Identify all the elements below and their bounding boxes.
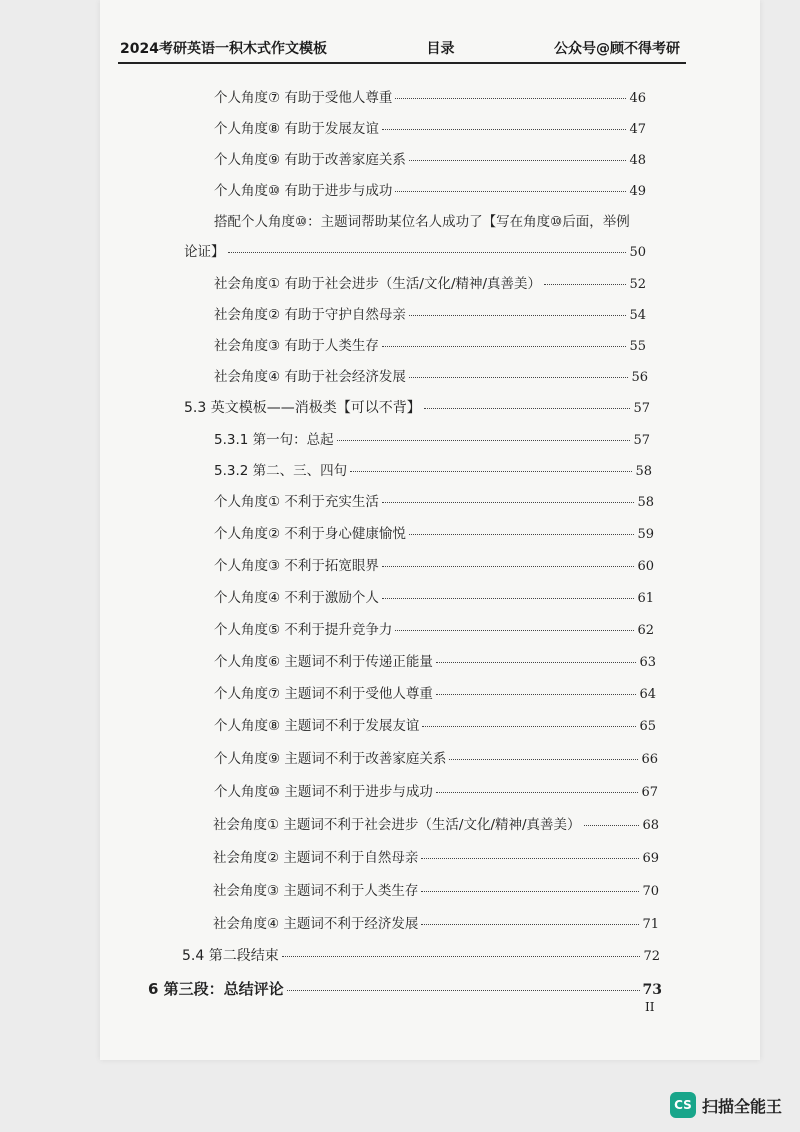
- toc-leader-dots: [449, 759, 638, 760]
- toc-entry-page: 62: [637, 623, 654, 638]
- toc-entry[interactable]: [214, 117, 646, 137]
- toc-entry-label: 个人角度① 不利于充实生活: [214, 494, 379, 510]
- toc-entry-label: 社会角度① 主题词不利于社会进步（生活/文化/精神/真善美）: [213, 817, 581, 833]
- toc-chapter-entry[interactable]: [148, 978, 662, 999]
- toc-entry[interactable]: [214, 179, 646, 199]
- toc-leader-dots: [395, 98, 626, 99]
- page-header: [120, 34, 680, 58]
- toc-entry[interactable]: [214, 682, 656, 702]
- toc-section-entry[interactable]: [184, 397, 650, 417]
- page-number: II: [645, 1000, 655, 1014]
- toc-entry[interactable]: [214, 780, 658, 800]
- toc-leader-dots: [421, 891, 639, 892]
- toc-leader-dots: [422, 726, 636, 727]
- toc-leader-dots: [409, 377, 629, 378]
- toc-entry[interactable]: [214, 459, 652, 479]
- toc-entry-label: 社会角度① 有助于社会进步（生活/文化/精神/真善美）: [214, 276, 542, 292]
- toc-entry[interactable]: [214, 303, 646, 323]
- toc-section-entry[interactable]: [182, 945, 660, 965]
- toc-entry[interactable]: [214, 714, 656, 734]
- toc-entry-page: 59: [637, 527, 654, 542]
- toc-entry-label: 个人角度⑨ 主题词不利于改善家庭关系: [214, 751, 447, 767]
- toc-entry[interactable]: [184, 240, 646, 260]
- toc-entry-page: 63: [639, 655, 656, 670]
- toc-entry-page: 58: [635, 464, 652, 479]
- toc-entry-page: 67: [641, 785, 658, 800]
- header-rule: [118, 62, 686, 64]
- toc-entry[interactable]: [214, 148, 646, 168]
- toc-entry-page: 46: [629, 91, 646, 106]
- toc-leader-dots: [409, 160, 627, 161]
- toc-entry[interactable]: [214, 272, 646, 292]
- toc-leader-dots: [421, 924, 639, 925]
- toc-entry-label: 社会角度② 有助于守护自然母亲: [214, 307, 406, 323]
- toc-entry[interactable]: [214, 586, 654, 606]
- toc-entry-label: 个人角度⑤ 不利于提升竞争力: [214, 622, 393, 638]
- toc-entry-label: 5.4 第二段结束: [182, 948, 279, 964]
- toc-entry-label: 社会角度③ 主题词不利于人类生存: [213, 883, 419, 899]
- toc-entry-label-line1[interactable]: 搭配个人角度⑩：主题词帮助某位名人成功了【写在角度⑩后面，举例: [214, 214, 630, 230]
- toc-leader-dots: [409, 534, 635, 535]
- toc-entry-page: 69: [642, 851, 659, 866]
- toc-entry[interactable]: [213, 912, 659, 932]
- scanner-watermark: [670, 1092, 782, 1118]
- toc-entry-page: 55: [629, 339, 646, 354]
- toc-entry-label: 个人角度⑩ 有助于进步与成功: [214, 183, 393, 199]
- toc-entry[interactable]: [213, 813, 659, 833]
- toc-leader-dots: [409, 315, 627, 316]
- toc-entry[interactable]: [214, 334, 646, 354]
- toc-entry-page: 66: [641, 752, 658, 767]
- toc-leader-dots: [382, 346, 627, 347]
- toc-entry-label: 个人角度⑦ 主题词不利于受他人尊重: [214, 686, 433, 702]
- toc-entry-label: 6 第三段：总结评论: [148, 980, 284, 998]
- toc-entry-page: 58: [637, 495, 654, 510]
- toc-entry-label: 5.3.1 第一句：总起: [214, 432, 334, 448]
- toc-leader-dots: [584, 825, 640, 826]
- toc-leader-dots: [350, 471, 632, 472]
- toc-leader-dots: [382, 129, 627, 130]
- toc-leader-dots: [436, 662, 637, 663]
- toc-leader-dots: [544, 284, 626, 285]
- toc-entry-page: 61: [637, 591, 654, 606]
- toc-leader-dots: [382, 566, 635, 567]
- toc-leader-dots: [382, 598, 635, 599]
- toc-entry-page: 68: [642, 818, 659, 833]
- toc-entry-page: 54: [629, 308, 646, 323]
- toc-entry[interactable]: [214, 522, 654, 542]
- toc-entry-label: 社会角度③ 有助于人类生存: [214, 338, 379, 354]
- camscanner-icon: CS: [670, 1092, 696, 1118]
- toc-entry[interactable]: [214, 365, 648, 385]
- toc-entry-page: 64: [639, 687, 656, 702]
- toc-entry-page: 70: [642, 884, 659, 899]
- toc-entry-label: 个人角度⑦ 有助于受他人尊重: [214, 90, 393, 106]
- toc-entry-label: 5.3 英文模板——消极类【可以不背】: [184, 400, 421, 416]
- toc-entry-label: 5.3.2 第二、三、四句: [214, 463, 348, 479]
- toc-entry-page: 50: [629, 245, 646, 260]
- toc-leader-dots: [436, 792, 639, 793]
- toc-entry-page: 73: [642, 982, 662, 998]
- toc-leader-dots: [424, 408, 631, 409]
- toc-entry-label: 个人角度③ 不利于拓宽眼界: [214, 558, 379, 574]
- toc-entry-page: 52: [629, 277, 646, 292]
- toc-entry-page: 65: [639, 719, 656, 734]
- toc-entry-label: 社会角度② 主题词不利于自然母亲: [213, 850, 419, 866]
- toc-entry-label: 个人角度⑧ 主题词不利于发展友谊: [214, 718, 420, 734]
- toc-entry-label: 论证】: [184, 244, 225, 260]
- toc-leader-dots: [395, 630, 634, 631]
- toc-entry-page: 71: [642, 917, 659, 932]
- toc-entry-label: 个人角度⑨ 有助于改善家庭关系: [214, 152, 406, 168]
- toc-entry-label: 个人角度⑧ 有助于发展友谊: [214, 121, 379, 137]
- toc-entry[interactable]: [214, 618, 654, 638]
- toc-entry-label: 个人角度④ 不利于激励个人: [214, 590, 379, 606]
- toc-entry-label: 个人角度⑥ 主题词不利于传递正能量: [214, 654, 433, 670]
- header-account: 公众号@顾不得考研: [554, 41, 680, 57]
- toc-entry-page: 49: [629, 184, 646, 199]
- toc-entry[interactable]: [214, 650, 656, 670]
- toc-leader-dots: [228, 252, 627, 253]
- toc-entry-label: 社会角度④ 有助于社会经济发展: [214, 369, 406, 385]
- toc-leader-dots: [395, 191, 626, 192]
- header-book-title: 2024考研英语一积木式作文模板: [120, 41, 327, 57]
- toc-entry[interactable]: [214, 86, 646, 106]
- toc-entry-page: 57: [633, 433, 650, 448]
- toc-leader-dots: [382, 502, 635, 503]
- toc-entry-page: 47: [629, 122, 646, 137]
- toc-entry-label: 个人角度⑩ 主题词不利于进步与成功: [214, 784, 433, 800]
- toc-entry[interactable]: [214, 428, 650, 448]
- toc-entry-label: 个人角度② 不利于身心健康愉悦: [214, 526, 406, 542]
- header-section: 目录: [426, 41, 455, 57]
- toc-entry-label: 社会角度④ 主题词不利于经济发展: [213, 916, 419, 932]
- toc-entry-page: 72: [643, 949, 660, 964]
- toc-entry[interactable]: [213, 879, 659, 899]
- toc-entry[interactable]: [214, 490, 654, 510]
- watermark-text: 扫描全能王: [701, 1096, 782, 1116]
- toc-leader-dots: [287, 990, 640, 991]
- toc-leader-dots: [282, 956, 641, 957]
- toc-leader-dots: [421, 858, 639, 859]
- toc-entry-page: 57: [633, 401, 650, 416]
- toc-entry[interactable]: [214, 747, 658, 767]
- toc-entry-page: 48: [629, 153, 646, 168]
- toc-entry-page: 60: [637, 559, 654, 574]
- toc-leader-dots: [337, 440, 631, 441]
- toc-entry[interactable]: [214, 554, 654, 574]
- toc-entry[interactable]: [213, 846, 659, 866]
- toc-entry-page: 56: [631, 370, 648, 385]
- toc-leader-dots: [436, 694, 637, 695]
